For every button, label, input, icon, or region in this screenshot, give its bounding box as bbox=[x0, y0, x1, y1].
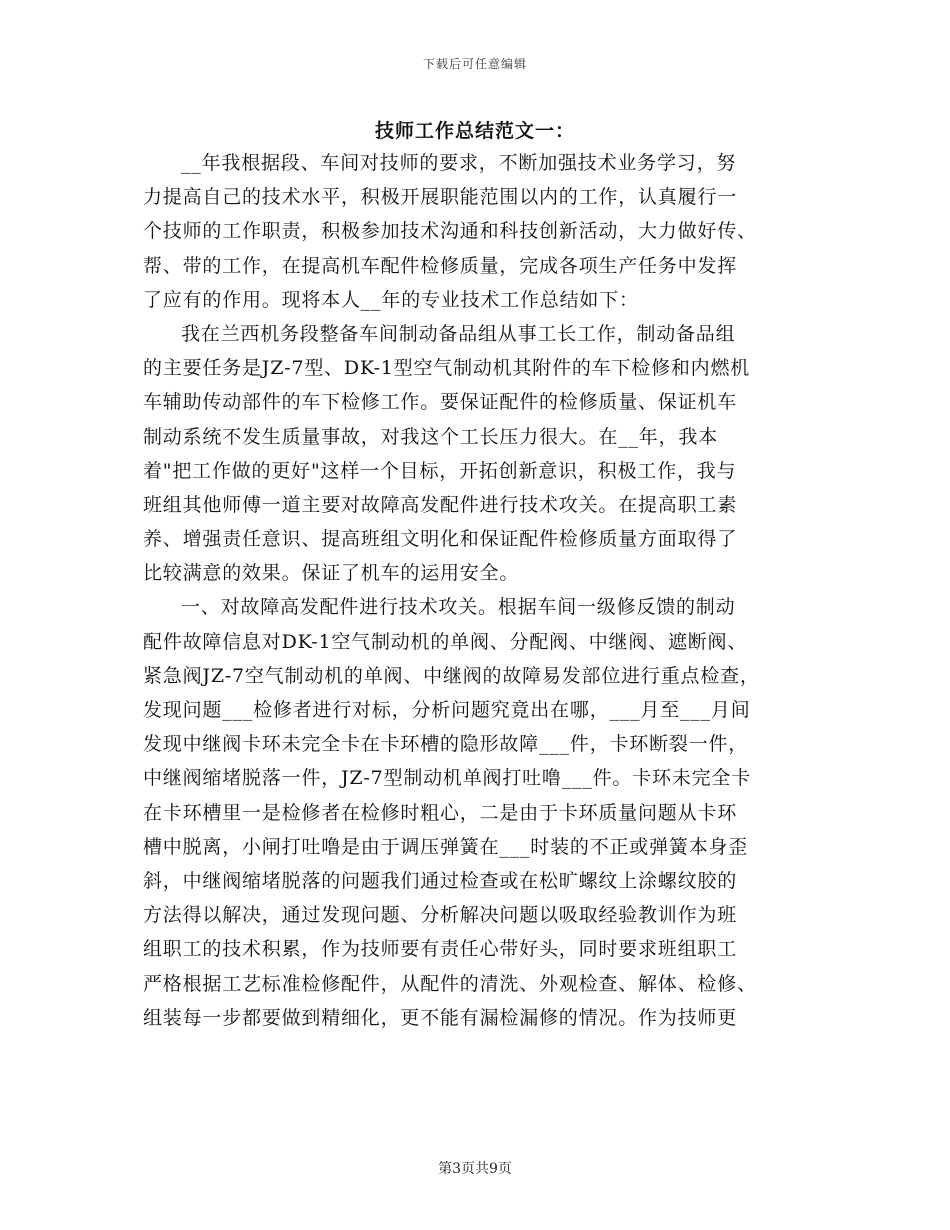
paragraph-line: 我在兰西机务段整备车间制动备品组从事工长工作，制动备品组 bbox=[181, 322, 736, 345]
page-number: 第3页共9页 bbox=[438, 1161, 512, 1177]
paragraph-line: 制动系统不发生质量事故，对我这个工长压力很大。在__年，我本 bbox=[143, 425, 719, 448]
paragraph-line: 严格根据工艺标准检修配件，从配件的清洗、外观检查、解体、检修、 bbox=[143, 972, 757, 995]
document-body bbox=[143, 146, 803, 1035]
paragraph-line: 槽中脱离，小闸打吐噜是由于调压弹簧在___时装的不正或弹簧本身歪 bbox=[143, 835, 749, 858]
paragraph-line: 一、对故障高发配件进行技术攻关。根据车间一级修反馈的制动 bbox=[181, 596, 736, 619]
paragraph-line: 班组其他师傅一道主要对故障高发配件进行技术攻关。在提高职工素 bbox=[143, 493, 738, 516]
paragraph-line: 配件故障信息对DK-1空气制动机的单阀、分配阀、中继阀、遮断阀、 bbox=[143, 630, 748, 653]
paragraph-line: 组装每一步都要做到精细化，更不能有漏检漏修的情况。作为技师更 bbox=[143, 1006, 738, 1029]
paragraph-line: 方法得以解决，通过发现问题、分析解决问题以吸取经验教训作为班 bbox=[143, 904, 738, 927]
paragraph-line: 斜，中继阀缩堵脱落的问题我们通过检查或在松旷螺纹上涂螺纹胶的 bbox=[143, 869, 738, 892]
paragraph-line: 车辅助传动部件的车下检修工作。要保证配件的检修质量、保证机车 bbox=[143, 391, 738, 414]
paragraph-line: 个技师的工作职责，积极参加技术沟通和科技创新活动，大力做好传、 bbox=[143, 220, 757, 243]
document-title: 技师工作总结范文一： bbox=[374, 120, 575, 142]
paragraph-line: 在卡环槽里一是检修者在检修时粗心，二是由于卡环质量问题从卡环 bbox=[143, 801, 738, 824]
paragraph-line: 中继阀缩堵脱落一件，JZ-7型制动机单阀打吐噜___件。卡环未完全卡 bbox=[143, 767, 752, 790]
paragraph-line: 组职工的技术积累，作为技师要有责任心带好头，同时要求班组职工 bbox=[143, 938, 738, 961]
header-note: 下载后可任意编辑 bbox=[422, 57, 527, 71]
paragraph-line: 发现问题___检修者进行对标，分析问题究竟出在哪，___月至___月间 bbox=[143, 699, 751, 721]
paragraph-line: 了应有的作用。现将本人__年的专业技术工作总结如下： bbox=[143, 288, 639, 311]
paragraph-line: 发现中继阀卡环未完全卡在卡环槽的隐形故障___件，卡环断裂一件， bbox=[143, 733, 749, 756]
paragraph-line: 的主要任务是JZ-7型、DK-1型空气制动机其附件的车下检修和内燃机 bbox=[143, 357, 751, 380]
paragraph-line: 着"把工作做的更好"这样一个目标，开拓创新意识，积极工作，我与 bbox=[143, 459, 737, 482]
paragraph-line: 养、增强责任意识、提高班组文明化和保证配件检修质量方面取得了 bbox=[143, 528, 738, 551]
paragraph-line: 帮、带的工作，在提高机车配件检修质量，完成各项生产任务中发挥 bbox=[143, 254, 738, 277]
paragraph-line: __年我根据段、车间对技师的要求，不断加强技术业务学习，努 bbox=[181, 152, 737, 174]
paragraph-line: 力提高自己的技术水平，积极开展职能范围以内的工作，认真履行一 bbox=[143, 186, 738, 209]
paragraph-line: 比较满意的效果。保证了机车的运用安全。 bbox=[143, 562, 520, 585]
paragraph-line: 紧急阀JZ-7空气制动机的单阀、中继阀的故障易发部位进行重点检查， bbox=[143, 664, 760, 687]
